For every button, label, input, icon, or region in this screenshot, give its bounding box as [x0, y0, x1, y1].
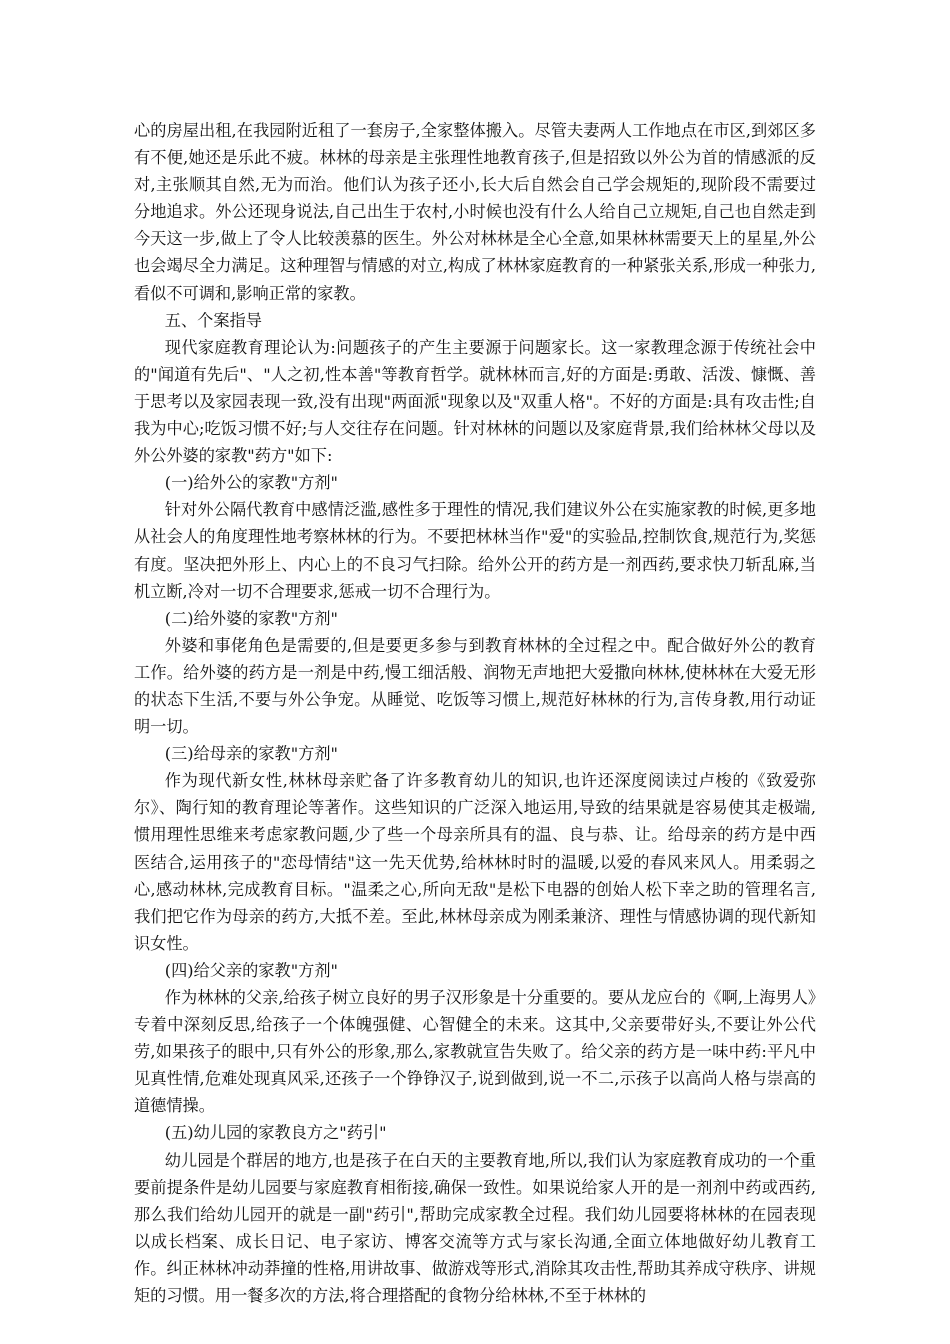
- subheading-mother: (三)给母亲的家教"方剂": [164, 744, 338, 764]
- body-paragraph: 幼儿园是个群居的地方,也是孩子在白天的主要教育地,所以,我们认为家庭教育成功的一个重要前提条件是幼儿园要与家庭教育相衔接,确保一致性。如果说给家人开的是一剂剂中药或西药,那么我们给幼儿园开的就是一副"药引",帮助完成家教全过程。我们幼儿园要将林林的在园表现以成长档案、成长日记、电子家访、博客交流等方式与家长沟通,全面立体地做好幼儿教育工作。纠正林林冲动莽撞的性格,用讲故事、做游戏等形式,消除其攻击性,帮助其养成守秩序、讲规矩的习惯。用一餐多次的方法,将合理搭配的食物分给林林,不至于林林的: [134, 1150, 816, 1306]
- body-paragraph: 作为现代新女性,林林母亲贮备了许多教育幼儿的知识,也许还深度阅读过卢梭的《致爱弥尔》、陶行知的教育理论等著作。这些知识的广泛深入地运用,导致的结果就是容易使其走极端,惯用理性思维来考虑家教问题,少了些一个母亲所具有的温、良与恭、让。给母亲的药方是中西医结合,运用孩子的"恋母情结"这一先天优势,给林林时时的温暖,以爱的春风来风人。用柔弱之心,感动林林,完成教育目标。"温柔之心,所向无敌"是松下电器的创始人松下幸之助的管理名言,我们把它作为母亲的药方,大抵不差。至此,林林母亲成为刚柔兼济、理性与情感协调的现代新知识女性。: [134, 771, 816, 953]
- subheading-grandfather: (一)给外公的家教"方剂": [164, 473, 338, 493]
- subheading-grandmother: (二)给外婆的家教"方剂": [164, 608, 338, 628]
- subheading-kindergarten: (五)幼儿园的家教良方之"药引": [164, 1123, 387, 1143]
- body-paragraph-continued: 心的房屋出租,在我园附近租了一套房子,全家整体搬入。尽管夫妻两人工作地点在市区,到郊区多有不便,她还是乐此不疲。林林的母亲是主张理性地教育孩子,但是招致以外公为首的情感派的反对,主张顺其自然,无为而治。他们认为孩子还小,长大后自然会自己学会规矩的,现阶段不需要过分地追求。外公还现身说法,自己出生于农村,小时候也没有什么人给自己立规矩,自己也自然走到今天这一步,做上了令人比较羡慕的医生。外公对林林是全心全意,如果林林需要天上的星星,外公也会竭尽全力满足。这种理智与情感的对立,构成了林林家庭教育的一种紧张关系,形成一种张力,看似不可调和,影响正常的家教。: [134, 121, 816, 303]
- body-paragraph: 针对外公隔代教育中感情泛滥,感性多于理性的情况,我们建议外公在实施家教的时候,更多地从社会人的角度理性地考察林林的行为。不要把林林当作"爱"的实验品,控制饮食,规范行为,奖惩有度。坚决把外形上、内心上的不良习气扫除。给外公开的药方是一剂西药,要求快刀斩乱麻,当机立断,冷对一切不合理要求,惩戒一切不合理行为。: [134, 500, 816, 601]
- body-paragraph: 作为林林的父亲,给孩子树立良好的男子汉形象是十分重要的。要从龙应台的《啊,上海男人》专着中深刻反思,给孩子一个体魄强健、心智健全的未来。这其中,父亲要带好头,不要让外公代劳,如果孩子的眼中,只有外公的形象,那么,家教就宣告失败了。给父亲的药方是一味中药:平凡中见真性情,危难处现真风采,还孩子一个铮铮汉子,说到做到,说一不二,示孩子以高尚人格与崇高的道德情操。: [134, 988, 816, 1116]
- body-paragraph: 现代家庭教育理论认为:问题孩子的产生主要源于问题家长。这一家教理念源于传统社会中的"闻道有先后"、"人之初,性本善"等教育哲学。就林林而言,好的方面是:勇敢、活泼、慷慨、善于思考以及家园表现一致,没有出现"两面派"现象以及"双重人格"。不好的方面是:具有攻击性;自我为中心;吃饭习惯不好;与人交往存在问题。针对林林的问题以及家庭背景,我们给林林父母以及外公外婆的家教"药方"如下:: [134, 337, 816, 466]
- body-paragraph: 外婆和事佬角色是需要的,但是要更多参与到教育林林的全过程之中。配合做好外公的教育工作。给外婆的药方是一剂是中药,慢工细活般、润物无声地把大爱撒向林林,使林林在大爱无形的状态下生活,不要与外公争宠。从睡觉、吃饭等习惯上,规范好林林的行为,言传身教,用行动证明一切。: [134, 635, 816, 737]
- section-heading-case-guidance: 五、个案指导: [164, 310, 262, 330]
- subheading-father: (四)给父亲的家教"方剂": [164, 960, 338, 980]
- document-page: [134, 117, 816, 1309]
